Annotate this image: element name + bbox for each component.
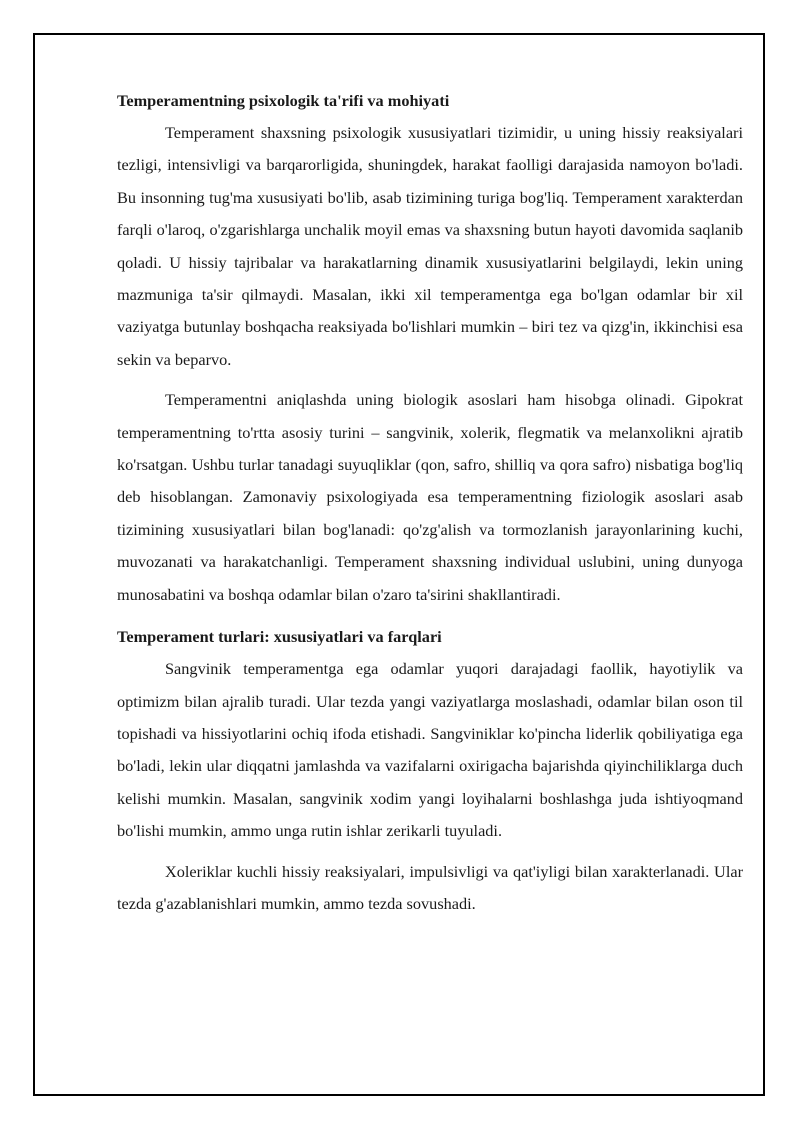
paragraph: Temperament shaxsning psixologik xususiyatlari tizimidir, u uning hissiy reaksiyalari tezligi, intensivligi va barqarorligida, shuningdek, harakat faolligi darajasida namoyon bo'ladi. Bu insonning tug'ma xususiyati bo'lib, asab tizimining turiga bog'liq. Temperament xarakterdan farqli o'laroq, o'zgarishlarga unchalik moyil emas va shaxsning butun hayoti davomida saqlanib qoladi. U hissiy tajribalar va harakatlarning dinamik xususiyatlarini belgilaydi, lekin uning mazmuniga ta'sir qilmaydi. Masalan, ikki xil temperamentga ega bo'lgan odamlar bir xil vaziyatga butunlay boshqacha reaksiyada bo'lishlari mumkin – biri tez va qizg'in, ikkinchisi esa sekin va beparvo. [117, 123, 743, 369]
paragraph: Sangvinik temperamentga ega odamlar yuqori darajadagi faollik, hayotiylik va optimizm bilan ajralib turadi. Ular tezda yangi vaziyatlarga moslashadi, odamlar bilan oson til topishadi va hissiyotlarini ochiq ifoda etishadi. Sangviniklar ko'pincha liderlik qobiliyatiga ega bo'ladi, lekin ular diqqatni jamlashda va vazifalarni oxirigacha bajarishda qiyinchiliklarga duch kelishi mumkin. Masalan, sangvinik xodim yangi loyihalarni boshlashga juda ishtiyoqmand bo'lishi mumkin, ammo unga rutin ishlar zerikarli tuyuladi. [117, 659, 743, 841]
section-heading: Temperament turlari: xususiyatlari va farqlari [117, 627, 442, 647]
document-page [33, 33, 765, 1096]
document-body [117, 89, 743, 920]
paragraph: Temperamentni aniqlashda uning biologik asoslari ham hisobga olinadi. Gipokrat temperamentning to'rtta asosiy turini – sangvinik, xolerik, flegmatik va melanxolikni ajratib ko'rsatgan. Ushbu turlar tanadagi suyuqliklar (qon, safro, shilliq va qora safro) nisbatiga bog'liq deb hisoblangan. Zamonaviy psixologiyada esa temperamentning fiziologik asoslari asab tizimining xususiyatlari bilan bog'lanadi: qo'zg'alish va tormozlanish jarayonlarining kuchi, muvozanati va harakatchanligi. Temperament shaxsning individual uslubini, uning dunyoga munosabatini va boshqa odamlar bilan o'zaro ta'sirini shakllantiradi. [117, 390, 743, 604]
paragraph: Xoleriklar kuchli hissiy reaksiyalari, impulsivligi va qat'iyligi bilan xarakterlanadi. Ular tezda g'azablanishlari mumkin, ammo tezda sovushadi. [117, 861, 743, 913]
section-heading: Temperamentning psixologik ta'rifi va mohiyati [117, 91, 450, 110]
